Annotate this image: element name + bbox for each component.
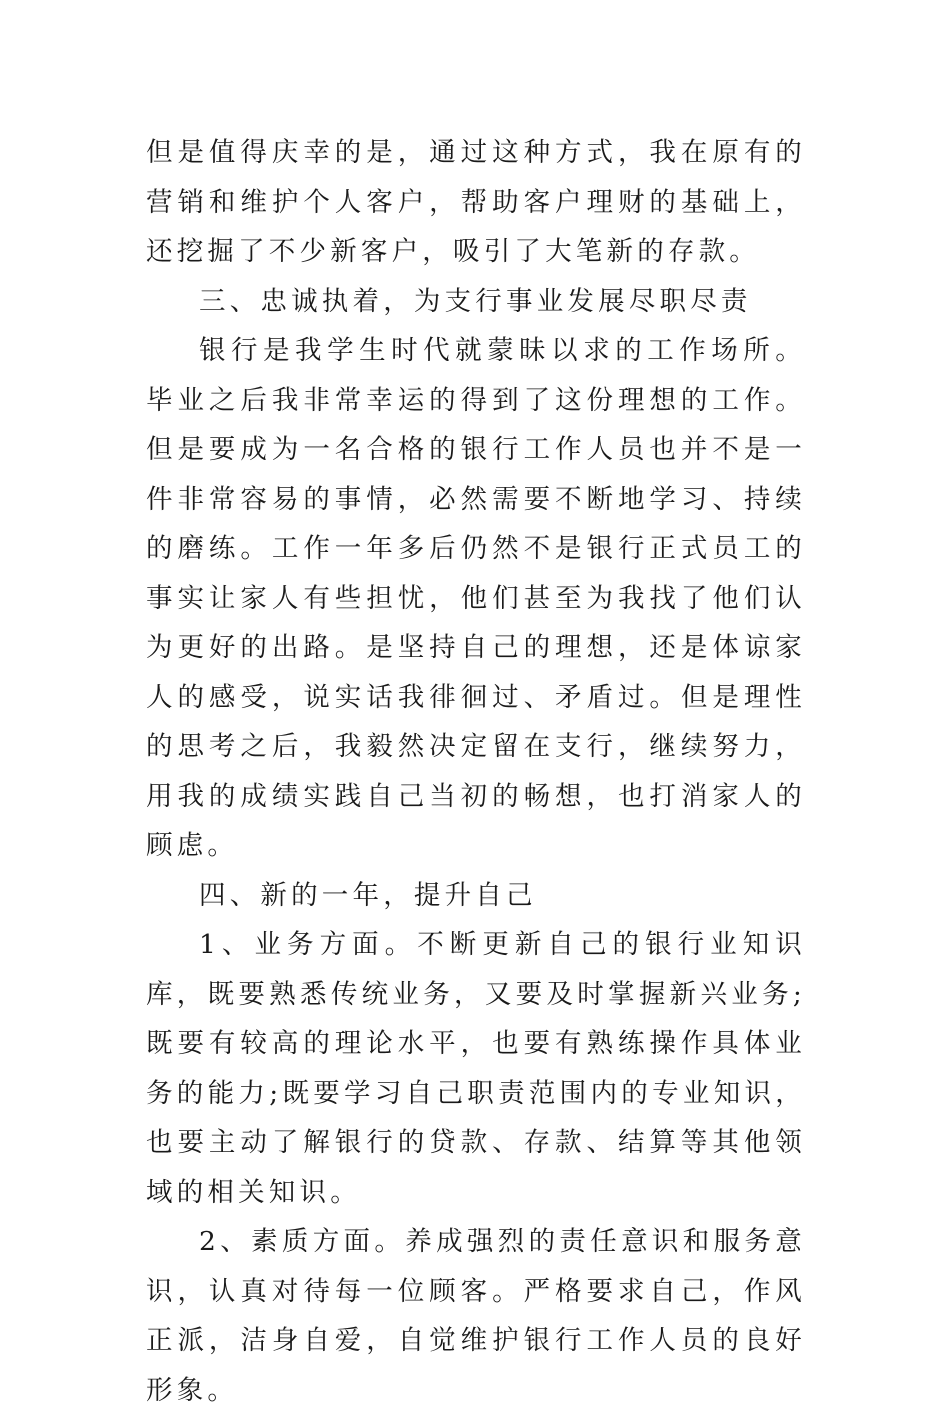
section-heading-3: 三、忠诚执着，为支行事业发展尽职尽责 <box>199 285 752 317</box>
paragraph-business: 1、业务方面。不断更新自己的银行业知识库，既要熟悉传统业务，又要及时掌握新兴业务;既要有较高的理论水平，也要有熟练操作具体业务的能力;既要学习自己职责范围内的专业知识，也要主动了解银行的贷款、存款、结算等其他领域的相关知识。 <box>146 929 806 1208</box>
section-heading-4: 四、新的一年，提升自己 <box>199 879 537 911</box>
paragraph-career: 银行是我学生时代就蒙昧以求的工作场所。毕业之后我非常幸运的得到了这份理想的工作。但是要成为一名合格的银行工作人员也并不是一件非常容易的事情，必然需要不断地学习、持续的磨练。工作一年多后仍然不是银行正式员工的事实让家人有些担忧，他们甚至为我找了他们认为更好的出路。是坚持自己的理想，还是体谅家人的感受，说实话我徘徊过、矛盾过。但是理性的思考之后，我毅然决定留在支行，继续努力，用我的成绩实践自己当初的畅想，也打消家人的顾虑。 <box>146 335 806 861</box>
document-body <box>146 128 806 1415</box>
paragraph-continuation: 但是值得庆幸的是，通过这种方式，我在原有的营销和维护个人客户，帮助客户理财的基础上，还挖掘了不少新客户，吸引了大笔新的存款。 <box>146 137 806 267</box>
paragraph-quality: 2、素质方面。养成强烈的责任意识和服务意识，认真对待每一位顾客。严格要求自己，作风正派，洁身自爱，自觉维护银行工作人员的良好形象。 <box>146 1226 806 1406</box>
